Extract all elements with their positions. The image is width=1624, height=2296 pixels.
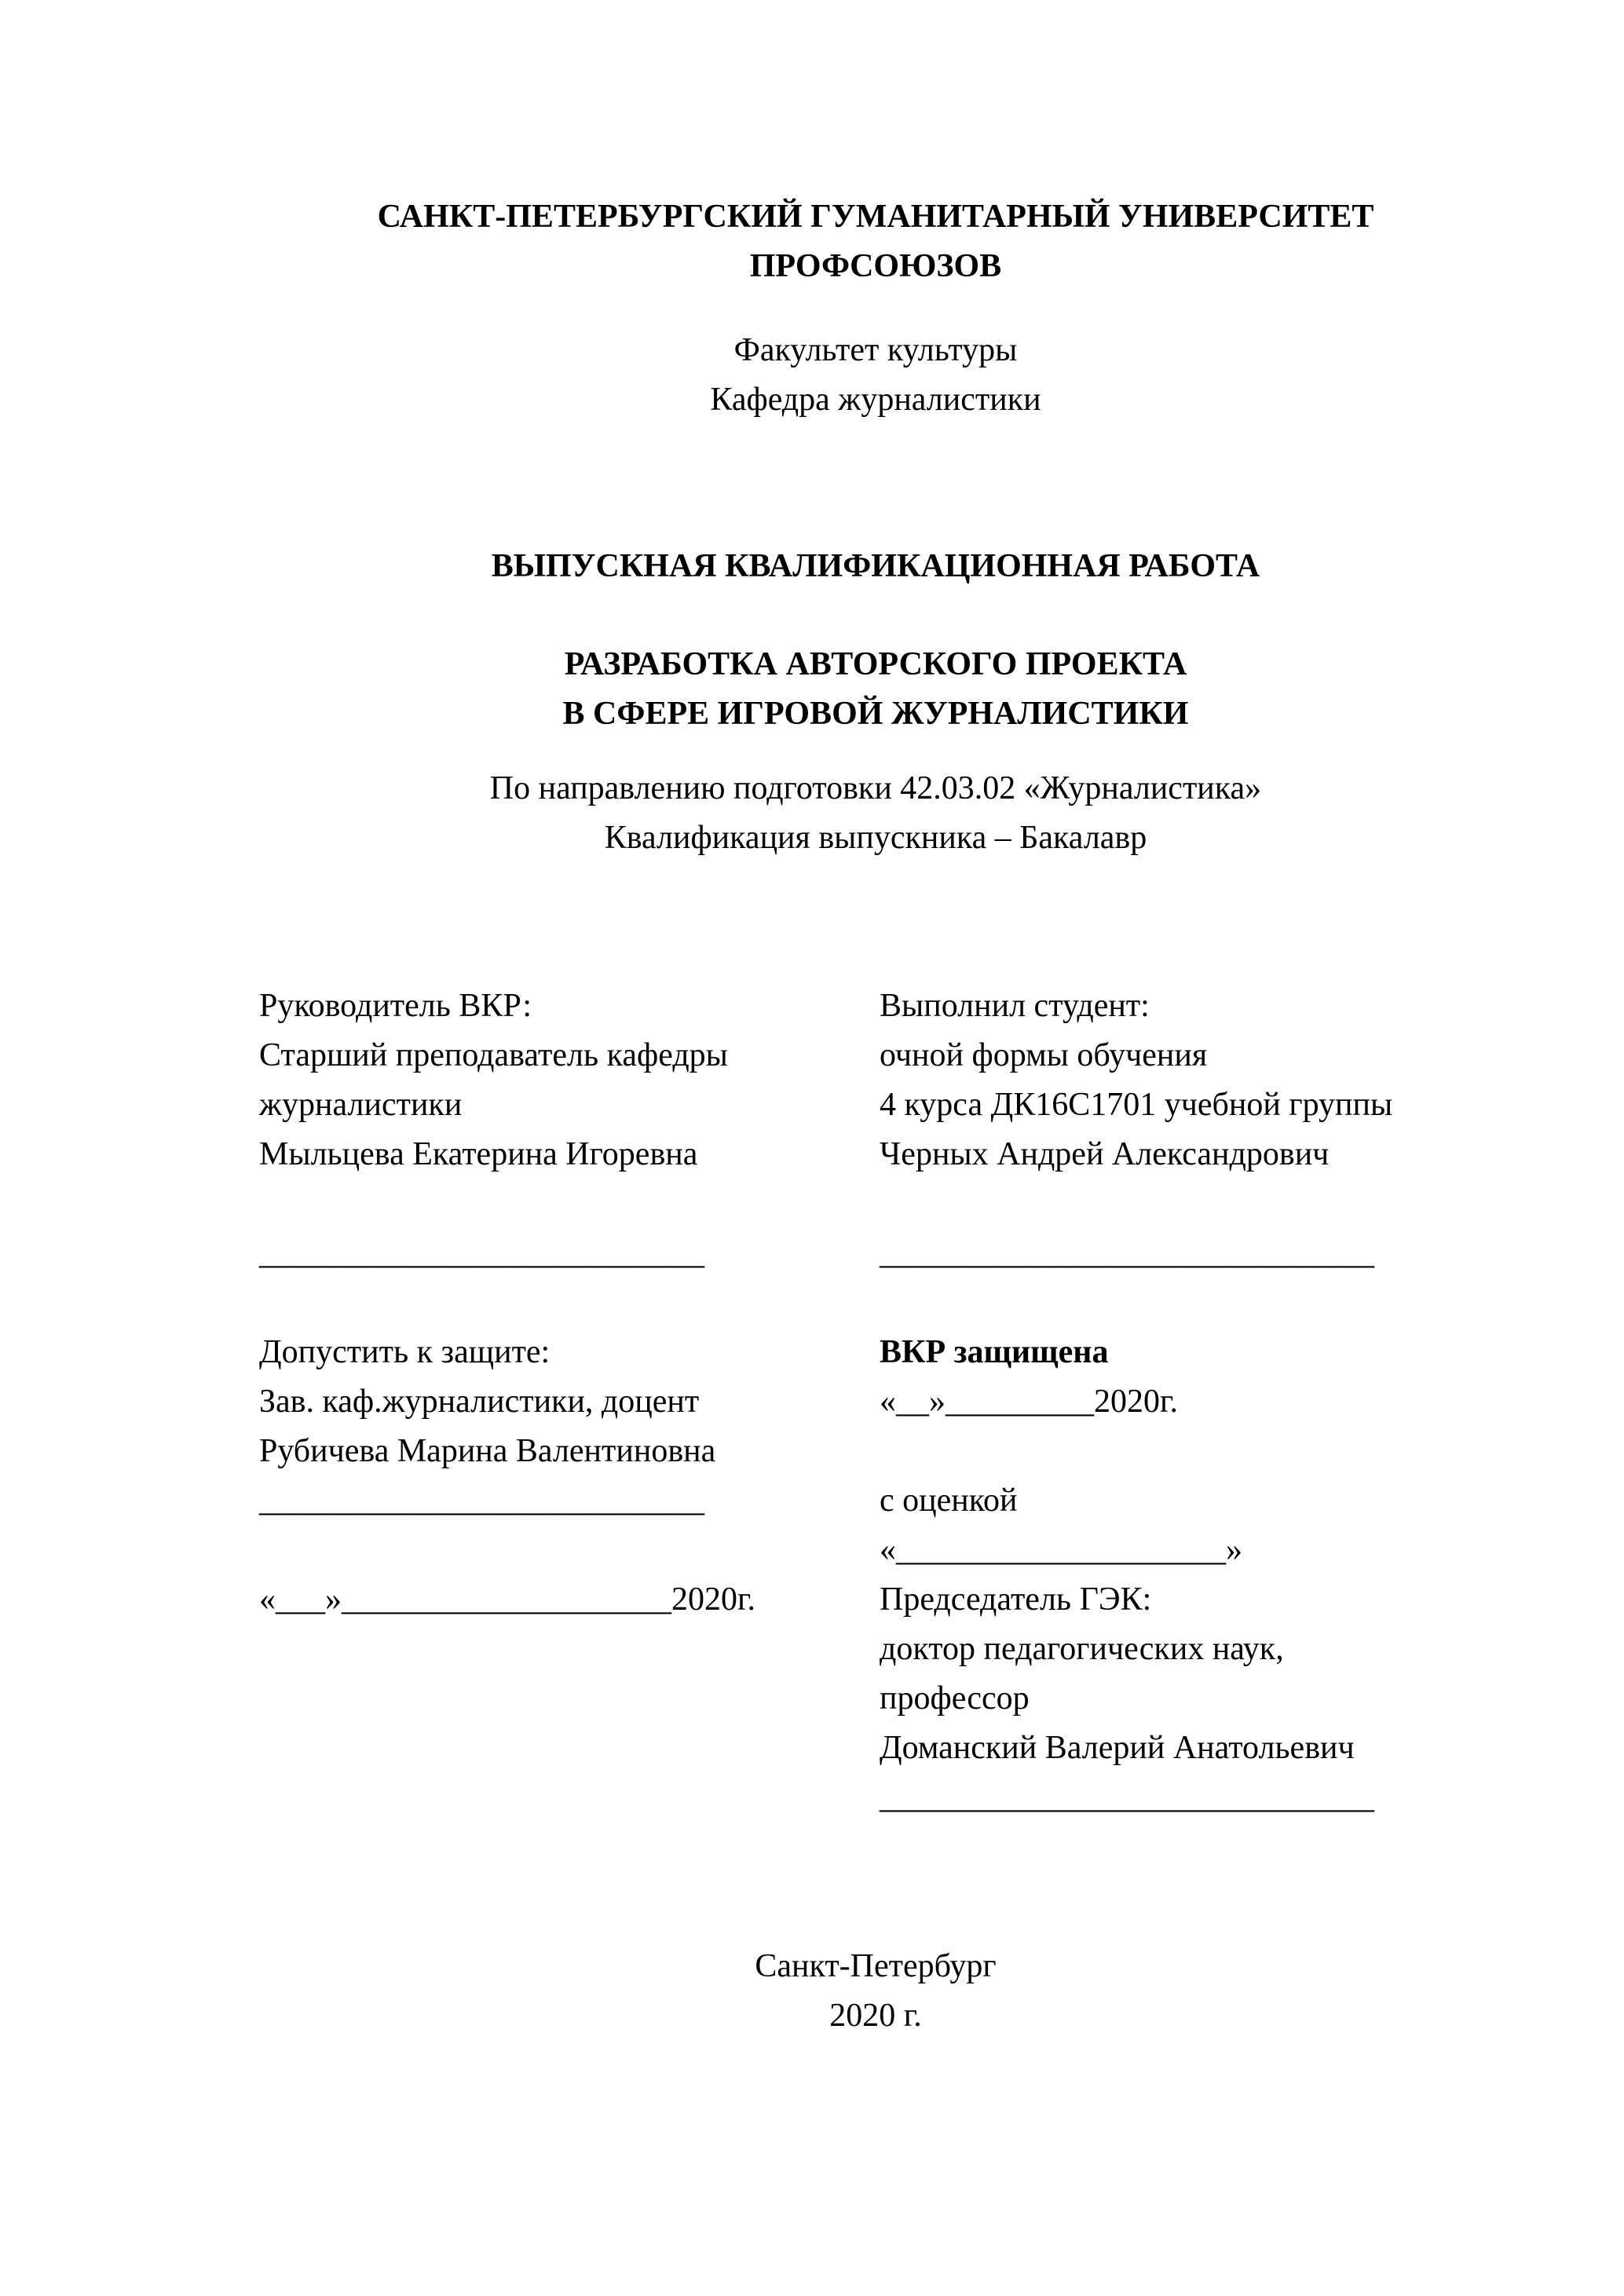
chairman-label: Председатель ГЭК:: [880, 1581, 1152, 1618]
defended-label: ВКР защищена: [880, 1334, 1109, 1370]
chairman-degree: доктор педагогических наук,: [880, 1631, 1284, 1667]
spacer: [880, 1179, 1500, 1229]
city: Санкт-Петербург: [755, 1948, 997, 1984]
qualification-level: Квалификация выпускника – Бакалавр: [604, 820, 1147, 856]
work-type-label: ВЫПУСКНАЯ КВАЛИФИКАЦИОННАЯ РАБОТА: [491, 548, 1260, 584]
university-name-line-2: ПРОФСОЮЗОВ: [749, 248, 1002, 284]
study-form: очной формы обучения: [880, 1037, 1208, 1073]
program-direction: По направлению подготовки 42.03.02 «Журналистика»: [489, 770, 1262, 806]
supervisor-name: Мыльцева Екатерина Игоревна: [259, 1136, 698, 1172]
admit-date-line: «___»____________________2020г.: [259, 1581, 755, 1618]
spacer: [880, 1278, 1500, 1328]
thesis-title-line-1: РАЗРАБОТКА АВТОРСКОГО ПРОЕКТА: [564, 646, 1187, 682]
student-signature-line: ______________________________: [880, 1235, 1374, 1271]
grade-label: с оценкой: [880, 1483, 1018, 1519]
supervisor-label: Руководитель ВКР:: [259, 988, 532, 1024]
chairman-signature-line: ______________________________: [880, 1779, 1374, 1815]
program-info: [259, 764, 1492, 863]
student-column: [880, 982, 1500, 1823]
supervisor-position-2: журналистики: [259, 1087, 463, 1123]
admit-label: Допустить к защите:: [259, 1334, 550, 1370]
supervisor-column: [259, 982, 864, 1625]
faculty-department: [259, 326, 1492, 425]
footer: [259, 1942, 1492, 2041]
spacer: [259, 1278, 864, 1328]
work-type-heading: [259, 542, 1492, 591]
chairman-name: Доманский Валерий Анатольевич: [880, 1730, 1355, 1766]
defended-date-line: «__»_________2020г.: [880, 1384, 1178, 1420]
faculty-name: Факультет культуры: [733, 332, 1018, 368]
grade-blank-line: «____________________»: [880, 1532, 1242, 1568]
supervisor-signature-line: ___________________________: [259, 1235, 704, 1271]
university-header: [259, 192, 1492, 291]
spacer: [259, 1179, 864, 1229]
university-name-line-1: САНКТ-ПЕТЕРБУРГСКИЙ ГУМАНИТАРНЫЙ УНИВЕРСИТЕТ: [377, 199, 1374, 235]
chairman-rank: профессор: [880, 1680, 1030, 1717]
supervisor-position: Старший преподаватель кафедры: [259, 1037, 728, 1073]
department-head-position: Зав. каф.журналистики, доцент: [259, 1384, 700, 1420]
study-group: 4 курса ДК16С1701 учебной группы: [880, 1087, 1393, 1123]
department-name: Кафедра журналистики: [710, 382, 1041, 418]
spacer: [259, 1526, 864, 1575]
admit-signature-line: ___________________________: [259, 1483, 704, 1519]
thesis-title: [259, 640, 1492, 739]
department-head-name: Рубичева Марина Валентиновна: [259, 1433, 716, 1469]
student-label: Выполнил студент:: [880, 988, 1150, 1024]
spacer: [880, 1427, 1500, 1476]
thesis-title-line-2: В СФЕРЕ ИГРОВОЙ ЖУРНАЛИСТИКИ: [562, 696, 1189, 732]
year: 2020 г.: [829, 1998, 922, 2034]
student-name: Черных Андрей Александрович: [880, 1136, 1330, 1172]
